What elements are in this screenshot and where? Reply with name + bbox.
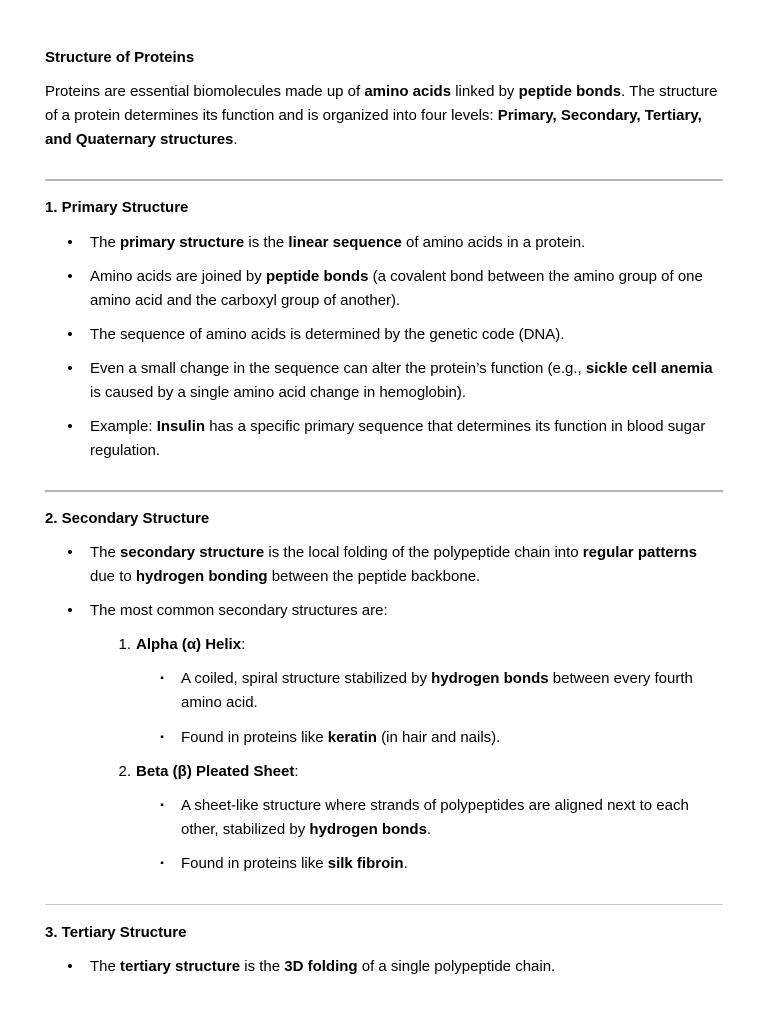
- text-run: Found in proteins like: [181, 729, 328, 746]
- bold-text-run: peptide bonds: [518, 83, 622, 100]
- square-bullet-icon: ▪: [160, 858, 164, 869]
- bullet-icon: •: [67, 602, 73, 619]
- bold-text-run: primary structure: [120, 234, 245, 251]
- bullet-icon: •: [67, 418, 73, 435]
- list-item-text: [90, 415, 720, 463]
- text-run: The most common secondary structures are:: [90, 602, 388, 619]
- text-run: (in hair and nails).: [376, 729, 501, 746]
- text-run: is the local folding of the polypeptide chain into: [264, 544, 583, 561]
- item-label: Alpha (α) Helix: [136, 636, 242, 653]
- list-item-text: [90, 357, 720, 405]
- sub-list-item-text: [181, 726, 721, 750]
- section-heading-secondary: 2. Secondary Structure: [45, 510, 210, 527]
- list-item-text: [90, 599, 720, 623]
- item-label-suffix: :: [241, 636, 246, 653]
- sub-list-item-text: [181, 852, 721, 876]
- text-run: is caused by a single amino acid change in hemoglobin).: [90, 384, 467, 401]
- bold-text-run: silk fibroin: [327, 855, 404, 872]
- divider: [45, 904, 723, 905]
- bullet-icon: •: [67, 958, 73, 975]
- section-heading-primary: 1. Primary Structure: [45, 199, 189, 216]
- document-title: Structure of Proteins: [45, 49, 195, 66]
- text-run: The sequence of amino acids is determined by the genetic code (DNA).: [90, 326, 565, 343]
- list-item-text: [90, 955, 720, 979]
- item-label: Beta (β) Pleated Sheet: [136, 763, 295, 780]
- text-run: is the: [244, 234, 289, 251]
- text-run: The: [90, 544, 121, 561]
- bullet-icon: •: [67, 544, 73, 561]
- text-run: (a covalent bond between the amino group of one amino acid and the carboxyl group of another).: [90, 268, 703, 309]
- bullet-icon: •: [67, 234, 73, 251]
- bold-text-run: peptide bonds: [265, 268, 369, 285]
- bold-text-run: 3D folding: [284, 958, 358, 975]
- text-run: Proteins are essential biomolecules made up of: [45, 83, 365, 100]
- text-run: has a specific primary sequence that determines its function in blood sugar regulation.: [90, 418, 706, 459]
- text-run: .: [426, 821, 432, 838]
- list-item-text: [90, 323, 720, 347]
- square-bullet-icon: ▪: [160, 732, 164, 743]
- text-run: linked by: [451, 83, 519, 100]
- text-run: is the: [240, 958, 285, 975]
- square-bullet-icon: ▪: [160, 800, 164, 811]
- intro-paragraph: [45, 80, 725, 152]
- text-run: due to: [90, 568, 136, 585]
- bold-text-run: hydrogen bonds: [309, 821, 427, 838]
- text-run: A coiled, spiral structure stabilized by: [181, 670, 432, 687]
- text-run: The: [90, 234, 121, 251]
- section-heading-tertiary: 3. Tertiary Structure: [45, 924, 187, 941]
- text-run: of amino acids in a protein.: [401, 234, 586, 251]
- item-label-suffix: :: [294, 763, 299, 780]
- bold-text-run: regular patterns: [582, 544, 697, 561]
- bold-text-run: Primary, Secondary, Tertiary, and Quaternary structures: [45, 107, 702, 148]
- bold-text-run: keratin: [327, 729, 377, 746]
- bullet-icon: •: [67, 360, 73, 377]
- text-run: .: [403, 855, 408, 872]
- list-item-text: [90, 541, 720, 589]
- bold-text-run: linear sequence: [288, 234, 402, 251]
- sub-list-item-text: [181, 667, 721, 715]
- bold-text-run: sickle cell anemia: [585, 360, 713, 377]
- bullet-icon: •: [67, 326, 73, 343]
- list-item-text: [90, 231, 720, 255]
- text-run: between every fourth amino acid.: [181, 670, 693, 711]
- bold-text-run: tertiary structure: [120, 958, 241, 975]
- bold-text-run: hydrogen bonding: [135, 568, 268, 585]
- bold-text-run: amino acids: [364, 83, 452, 100]
- text-run: The: [90, 958, 121, 975]
- text-run: . The structure of a protein determines its function and is organized into four levels:: [45, 83, 718, 124]
- text-run: Even a small change in the sequence can alter the protein’s function (e.g.,: [90, 360, 586, 377]
- bold-text-run: hydrogen bonds: [431, 670, 549, 687]
- text-run: between the peptide backbone.: [267, 568, 481, 585]
- square-bullet-icon: ▪: [160, 673, 164, 684]
- item-number: 1.: [118, 636, 131, 653]
- list-item-text: [90, 265, 720, 313]
- bullet-icon: •: [67, 268, 73, 285]
- bold-text-run: Insulin: [156, 418, 206, 435]
- bold-text-run: secondary structure: [120, 544, 265, 561]
- sub-list-item-text: [181, 794, 721, 842]
- text-run: A sheet-like structure where strands of polypeptides are aligned next to each other, stabilized by: [181, 797, 689, 838]
- text-run: Amino acids are joined by: [90, 268, 266, 285]
- text-run: of a single polypeptide chain.: [357, 958, 556, 975]
- divider: [45, 490, 723, 492]
- divider: [45, 179, 723, 181]
- text-run: Found in proteins like: [181, 855, 328, 872]
- text-run: Example:: [90, 418, 157, 435]
- text-run: .: [233, 131, 238, 148]
- item-number: 2.: [118, 763, 131, 780]
